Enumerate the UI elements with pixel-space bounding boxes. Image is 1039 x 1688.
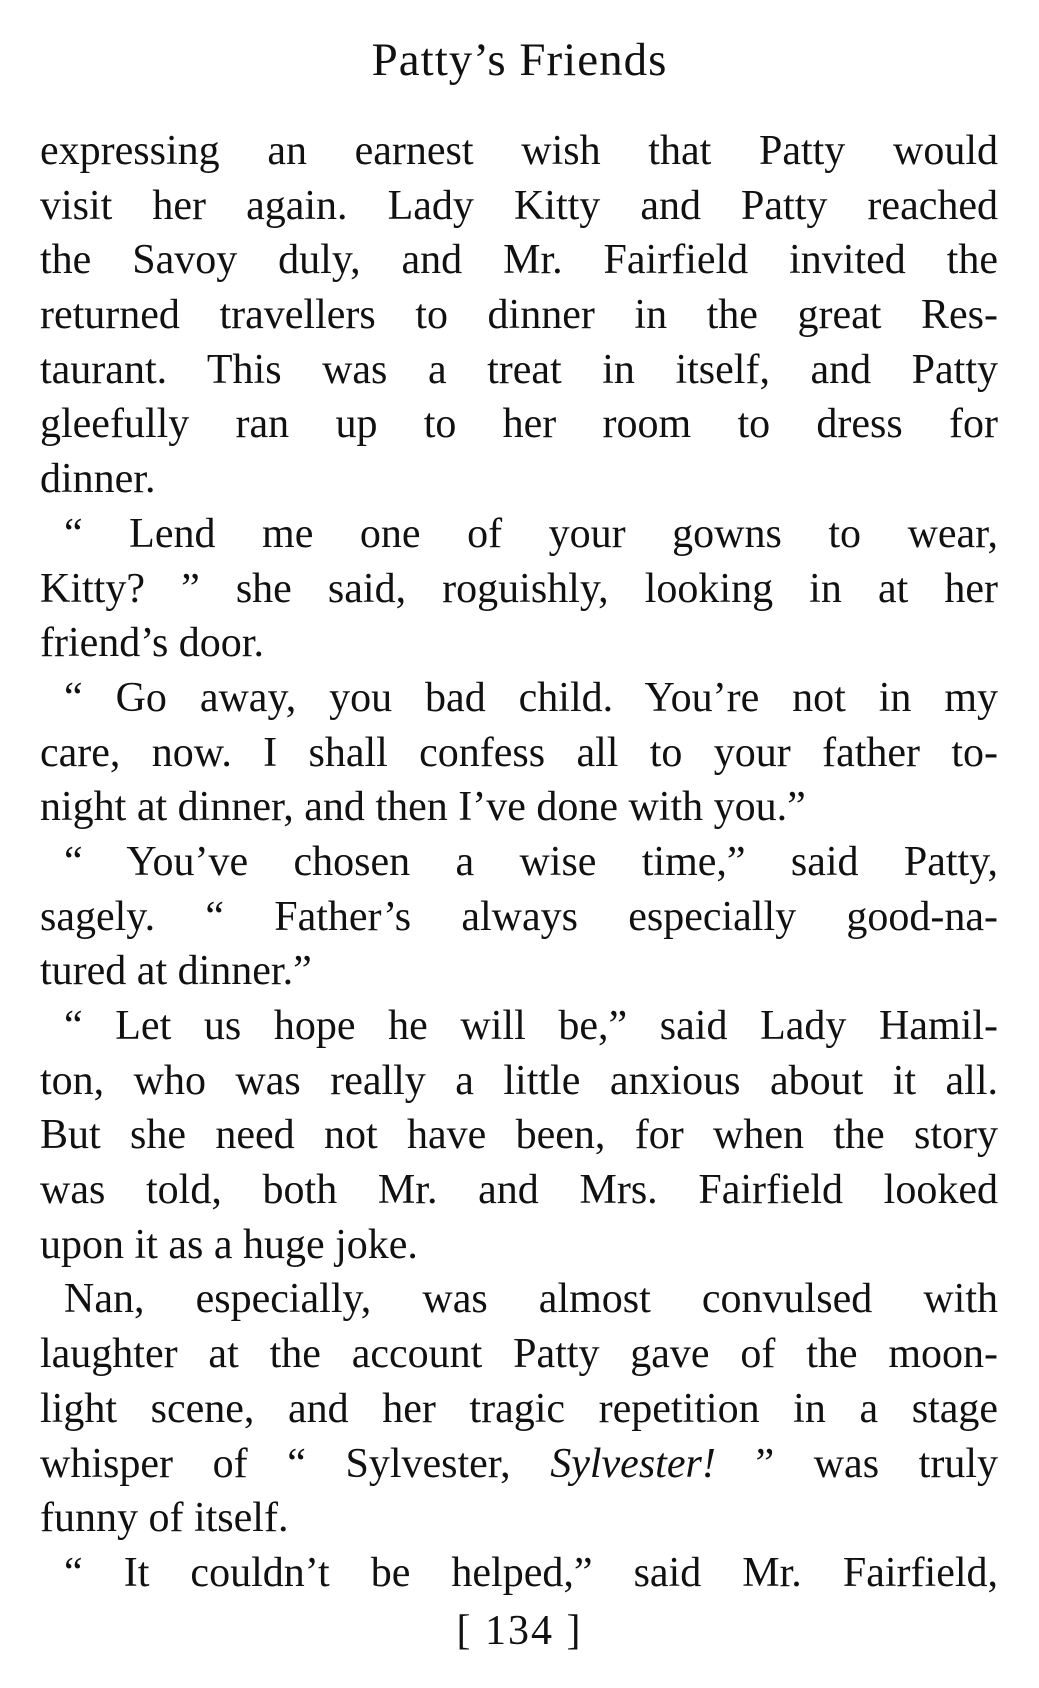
text-line-italic-mix	[40, 1437, 998, 1492]
text-line: upon it as a huge joke.	[40, 1221, 418, 1268]
text-line: “ You’ve chosen a wise time,” said Patty,	[64, 838, 998, 885]
italic-name: Sylvester!	[550, 1440, 716, 1487]
text-segment: ” was truly	[715, 1440, 998, 1487]
text-segment: whisper of “ Sylvester,	[40, 1440, 551, 1487]
text-line: Nan, especially, was almost convulsed with	[64, 1276, 998, 1323]
text-line: the Savoy duly, and Mr. Fairfield invited the	[40, 237, 998, 284]
text-line: taurant. This was a treat in itself, and Patty	[40, 346, 998, 393]
running-head: Patty’s Friends	[371, 34, 668, 86]
text-line: light scene, and her tragic repetition in a stage	[40, 1385, 998, 1432]
text-line: ton, who was really a little anxious about it all.	[40, 1057, 998, 1104]
text-line: tured at dinner.”	[40, 948, 312, 995]
text-line: laughter at the account Patty gave of the moon-	[40, 1331, 998, 1378]
text-line: returned travellers to dinner in the great Res-	[40, 292, 998, 339]
text-line: But she need not have been, for when the story	[40, 1112, 998, 1159]
text-line: visit her again. Lady Kitty and Patty reached	[40, 182, 998, 229]
text-line: “ Lend me one of your gowns to wear,	[64, 510, 998, 557]
text-line: friend’s door.	[40, 620, 264, 667]
text-line: “ It couldn’t be helped,” said Mr. Fairfield,	[64, 1549, 998, 1596]
text-line: Kitty? ” she said, roguishly, looking in at her	[40, 565, 998, 612]
body-text	[40, 124, 998, 1601]
text-line: funny of itself.	[40, 1495, 289, 1542]
text-line: “ Go away, you bad child. You’re not in my	[64, 674, 998, 721]
text-line: sagely. “ Father’s always especially good-na-	[40, 893, 998, 940]
text-line: care, now. I shall confess all to your father to-	[40, 729, 998, 776]
text-line: expressing an earnest wish that Patty would	[40, 128, 998, 174]
text-line: night at dinner, and then I’ve done with you.”	[40, 784, 806, 831]
page-number: [ 134 ]	[456, 1608, 583, 1654]
text-line: gleefully ran up to her room to dress for	[40, 401, 998, 448]
text-line: “ Let us hope he will be,” said Lady Hamil-	[64, 1003, 998, 1049]
text-line: was told, both Mr. and Mrs. Fairfield looked	[40, 1167, 998, 1214]
text-line: dinner.	[40, 456, 156, 503]
